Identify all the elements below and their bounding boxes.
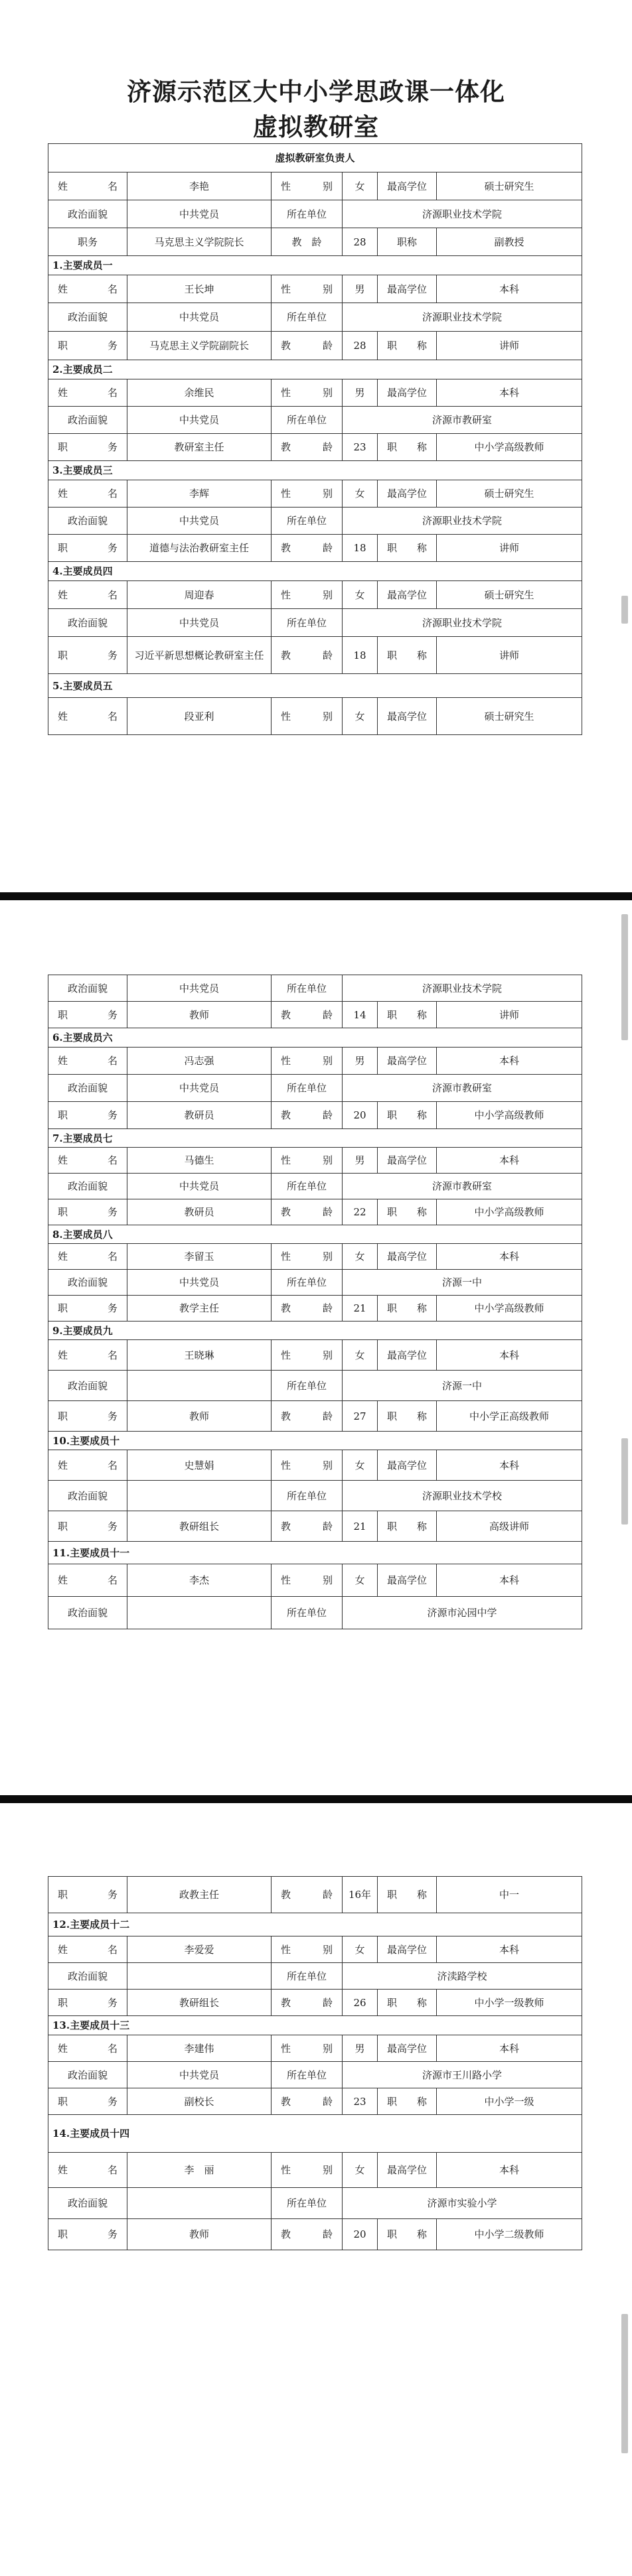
member-gender: 女: [343, 1340, 378, 1371]
leader-position: 马克思主义学院院长: [127, 228, 272, 256]
title-label: 职 称: [378, 1199, 437, 1225]
member-teach-years: 20: [343, 2219, 378, 2250]
title-label: 职 称: [378, 1877, 437, 1913]
member-title: 讲师: [437, 637, 582, 674]
degree-label: 最高学位: [378, 1936, 437, 1963]
degree-label: 最高学位: [378, 2035, 437, 2062]
member-degree: 本科: [437, 1450, 582, 1481]
name-label: 姓 名: [48, 1244, 127, 1270]
teach-years-label: 教 龄: [272, 1511, 343, 1542]
degree-label: 最高学位: [378, 2153, 437, 2188]
degree-label: 最高学位: [378, 379, 437, 407]
name-label: 姓 名: [48, 172, 127, 200]
position-label: 职 务: [48, 535, 127, 562]
page-separator: [0, 1795, 632, 1803]
name-label: 姓 名: [48, 1936, 127, 1963]
section-heading: 2.主要成员二: [48, 360, 582, 379]
member-name: 李留玉: [127, 1244, 272, 1270]
title-label: 职 称: [378, 1296, 437, 1322]
gender-label: 性 别: [272, 1244, 343, 1270]
title-label: 职 称: [378, 1002, 437, 1028]
position-label: 职 务: [48, 332, 127, 360]
member-name: 李爱爱: [127, 1936, 272, 1963]
unit-label: 所在单位: [272, 1597, 343, 1629]
political-label: 政治面貌: [48, 2188, 127, 2219]
name-label: 姓 名: [48, 698, 127, 735]
political-label: 政治面貌: [48, 1371, 127, 1401]
member-political: 中共党员: [127, 508, 272, 535]
degree-label: 最高学位: [378, 480, 437, 508]
member-name: 马德生: [127, 1148, 272, 1174]
member-unit: 济源市教研室: [343, 407, 582, 434]
leader-teach-years: 28: [343, 228, 378, 256]
title-label: 职 称: [378, 434, 437, 461]
member-gender: 女: [343, 1244, 378, 1270]
member-unit: 济源职业技术学院: [343, 303, 582, 332]
member-gender: 女: [343, 480, 378, 508]
political-label: 政治面貌: [48, 1075, 127, 1102]
member-political: 中共党员: [127, 2062, 272, 2088]
member-title: 中小学高级教师: [437, 1102, 582, 1129]
member-name: 王晓琳: [127, 1340, 272, 1371]
political-label: 政治面貌: [48, 975, 127, 1002]
title-label: 职 称: [378, 637, 437, 674]
teach-years-label: 教 龄: [272, 1102, 343, 1129]
leader-gender: 女: [343, 172, 378, 200]
member-gender: 男: [343, 275, 378, 303]
name-label: 姓 名: [48, 1340, 127, 1371]
member-unit: 济源市教研室: [343, 1174, 582, 1199]
member-gender: 女: [343, 1936, 378, 1963]
section-heading: 14.主要成员十四: [48, 2115, 582, 2153]
unit-label: 所在单位: [272, 2188, 343, 2219]
member-teach-years: 23: [343, 2088, 378, 2115]
position-label: 职 务: [48, 1401, 127, 1432]
member-position: 副校长: [127, 2088, 272, 2115]
roster-table-page-1: [48, 143, 582, 735]
leader-political: 中共党员: [127, 200, 272, 228]
member-degree: 本科: [437, 2035, 582, 2062]
teach-years-label: 教 龄: [272, 1002, 343, 1028]
political-label: 政治面貌: [48, 407, 127, 434]
gender-label: 性 别: [272, 2153, 343, 2188]
member-teach-years: 16年: [343, 1877, 378, 1913]
member-teach-years: 21: [343, 1511, 378, 1542]
name-label: 姓 名: [48, 2035, 127, 2062]
member-political: [127, 1963, 272, 1990]
member-position: 习近平新思想概论教研室主任: [127, 637, 272, 674]
member-unit: 济源职业技术学校: [343, 1481, 582, 1511]
member-degree: 硕士研究生: [437, 698, 582, 735]
member-title: 讲师: [437, 332, 582, 360]
leader-degree: 硕士研究生: [437, 172, 582, 200]
member-gender: 女: [343, 698, 378, 735]
position-label: 职 务: [48, 1199, 127, 1225]
member-unit: 济源市实验小学: [343, 2188, 582, 2219]
unit-label: 所在单位: [272, 200, 343, 228]
member-political: 中共党员: [127, 303, 272, 332]
member-unit: 济源市教研室: [343, 1075, 582, 1102]
title-label: 职 称: [378, 332, 437, 360]
member-unit: 济源职业技术学院: [343, 975, 582, 1002]
member-teach-years: 20: [343, 1102, 378, 1129]
title-label: 职 称: [378, 2219, 437, 2250]
name-label: 姓 名: [48, 1148, 127, 1174]
member-gender: 男: [343, 2035, 378, 2062]
title-label: 职 称: [378, 1102, 437, 1129]
degree-label: 最高学位: [378, 1244, 437, 1270]
member-political: [127, 1597, 272, 1629]
political-label: 政治面貌: [48, 303, 127, 332]
section-heading: 13.主要成员十三: [48, 2016, 582, 2035]
teach-years-label: 教 龄: [272, 1199, 343, 1225]
member-gender: 男: [343, 1048, 378, 1075]
unit-label: 所在单位: [272, 1371, 343, 1401]
section-heading: 10.主要成员十: [48, 1432, 582, 1450]
member-gender: 女: [343, 1450, 378, 1481]
member-name: 周迎春: [127, 581, 272, 609]
member-position: 教研室主任: [127, 434, 272, 461]
section-heading: 9.主要成员九: [48, 1322, 582, 1340]
gender-label: 性 别: [272, 1564, 343, 1597]
member-name: 冯志强: [127, 1048, 272, 1075]
leader-unit: 济源职业技术学院: [343, 200, 582, 228]
unit-label: 所在单位: [272, 508, 343, 535]
position-label: 职 务: [48, 1877, 127, 1913]
member-political: 中共党员: [127, 1174, 272, 1199]
position-label: 职 务: [48, 1002, 127, 1028]
section-heading: 1.主要成员一: [48, 256, 582, 275]
position-label: 职 务: [48, 434, 127, 461]
political-label: 政治面貌: [48, 1270, 127, 1296]
position-label: 职 务: [48, 1296, 127, 1322]
member-position: 道德与法治教研室主任: [127, 535, 272, 562]
position-label: 职 务: [48, 2088, 127, 2115]
member-name: 王长坤: [127, 275, 272, 303]
name-label: 姓 名: [48, 2153, 127, 2188]
political-label: 政治面貌: [48, 200, 127, 228]
member-degree: 本科: [437, 1244, 582, 1270]
member-gender: 女: [343, 581, 378, 609]
member-degree: 硕士研究生: [437, 581, 582, 609]
leader-name: 李艳: [127, 172, 272, 200]
political-label: 政治面貌: [48, 1481, 127, 1511]
member-unit: 济渎路学校: [343, 1963, 582, 1990]
gender-label: 性 别: [272, 379, 343, 407]
leader-heading: 虚拟教研室负责人: [48, 144, 582, 172]
position-label: 职 务: [48, 637, 127, 674]
section-heading: 7.主要成员七: [48, 1129, 582, 1148]
unit-label: 所在单位: [272, 1963, 343, 1990]
position-label: 职务: [48, 228, 127, 256]
gender-label: 性 别: [272, 1148, 343, 1174]
member-title: 中小学一级教师: [437, 1990, 582, 2016]
leader-title: 副教授: [437, 228, 582, 256]
document-title-line-2: 虚拟教研室: [253, 112, 379, 141]
member-degree: 本科: [437, 379, 582, 407]
gender-label: 性 别: [272, 698, 343, 735]
member-position: 教研组长: [127, 1511, 272, 1542]
title-label: 职 称: [378, 535, 437, 562]
position-label: 职 务: [48, 2219, 127, 2250]
member-unit: 济源市王川路小学: [343, 2062, 582, 2088]
political-label: 政治面貌: [48, 609, 127, 637]
member-name: 李 丽: [127, 2153, 272, 2188]
member-teach-years: 14: [343, 1002, 378, 1028]
unit-label: 所在单位: [272, 303, 343, 332]
roster-table-page-2: [48, 975, 582, 1629]
teach-years-label: 教 龄: [272, 434, 343, 461]
name-label: 姓 名: [48, 379, 127, 407]
member-political: 中共党员: [127, 1270, 272, 1296]
title-label: 职称: [378, 228, 437, 256]
degree-label: 最高学位: [378, 1048, 437, 1075]
political-label: 政治面貌: [48, 1597, 127, 1629]
member-political: [127, 2188, 272, 2219]
name-label: 姓 名: [48, 1450, 127, 1481]
document-page-2: [0, 900, 632, 1795]
member-teach-years: 26: [343, 1990, 378, 2016]
member-teach-years: 27: [343, 1401, 378, 1432]
unit-label: 所在单位: [272, 609, 343, 637]
member-teach-years: 21: [343, 1296, 378, 1322]
gender-label: 性 别: [272, 480, 343, 508]
member-unit: 济源职业技术学院: [343, 508, 582, 535]
political-label: 政治面貌: [48, 508, 127, 535]
unit-label: 所在单位: [272, 975, 343, 1002]
position-label: 职 务: [48, 1102, 127, 1129]
member-teach-years: 18: [343, 535, 378, 562]
member-title: 中小学一级: [437, 2088, 582, 2115]
political-label: 政治面貌: [48, 2062, 127, 2088]
member-political: 中共党员: [127, 609, 272, 637]
member-name: 余维民: [127, 379, 272, 407]
position-label: 职 务: [48, 1511, 127, 1542]
degree-label: 最高学位: [378, 275, 437, 303]
member-degree: 本科: [437, 1936, 582, 1963]
member-name: 李杰: [127, 1564, 272, 1597]
scrollbar-thumb[interactable]: [621, 2314, 628, 2453]
section-heading: 12.主要成员十二: [48, 1913, 582, 1936]
degree-label: 最高学位: [378, 1450, 437, 1481]
teach-years-label: 教 龄: [272, 1877, 343, 1913]
gender-label: 性 别: [272, 172, 343, 200]
member-teach-years: 18: [343, 637, 378, 674]
title-label: 职 称: [378, 1990, 437, 2016]
unit-label: 所在单位: [272, 1075, 343, 1102]
name-label: 姓 名: [48, 581, 127, 609]
page-separator: [0, 892, 632, 900]
member-title: 讲师: [437, 535, 582, 562]
section-heading: 3.主要成员三: [48, 461, 582, 480]
unit-label: 所在单位: [272, 1481, 343, 1511]
unit-label: 所在单位: [272, 1174, 343, 1199]
degree-label: 最高学位: [378, 698, 437, 735]
gender-label: 性 别: [272, 2035, 343, 2062]
member-gender: 女: [343, 2153, 378, 2188]
member-gender: 女: [343, 1564, 378, 1597]
document-page-1: [0, 0, 632, 892]
section-heading: 11.主要成员十一: [48, 1542, 582, 1564]
member-position: 教学主任: [127, 1296, 272, 1322]
scrollbar-thumb[interactable]: [621, 914, 628, 1040]
name-label: 姓 名: [48, 480, 127, 508]
member-position: 教师: [127, 1002, 272, 1028]
member-unit: 济源职业技术学院: [343, 609, 582, 637]
member-political: [127, 1371, 272, 1401]
member-political: 中共党员: [127, 1075, 272, 1102]
unit-label: 所在单位: [272, 407, 343, 434]
member-teach-years: 28: [343, 332, 378, 360]
degree-label: 最高学位: [378, 581, 437, 609]
gender-label: 性 别: [272, 581, 343, 609]
member-unit: 济源一中: [343, 1371, 582, 1401]
member-unit: 济源市沁园中学: [343, 1597, 582, 1629]
member-title: 中一: [437, 1877, 582, 1913]
member-position: 教师: [127, 1401, 272, 1432]
scrollbar-thumb[interactable]: [621, 596, 628, 624]
title-label: 职 称: [378, 1401, 437, 1432]
member-degree: 本科: [437, 275, 582, 303]
member-position: 马克思主义学院副院长: [127, 332, 272, 360]
scrollbar-thumb[interactable]: [621, 1438, 628, 1525]
political-label: 政治面貌: [48, 1963, 127, 1990]
member-title: 高级讲师: [437, 1511, 582, 1542]
member-title: 中小学高级教师: [437, 434, 582, 461]
gender-label: 性 别: [272, 1936, 343, 1963]
member-position: 教研员: [127, 1199, 272, 1225]
member-gender: 男: [343, 1148, 378, 1174]
member-title: 中小学高级教师: [437, 1199, 582, 1225]
gender-label: 性 别: [272, 1340, 343, 1371]
section-heading: 8.主要成员八: [48, 1225, 582, 1244]
name-label: 姓 名: [48, 275, 127, 303]
degree-label: 最高学位: [378, 1148, 437, 1174]
member-position: 教师: [127, 2219, 272, 2250]
member-title: 中小学二级教师: [437, 2219, 582, 2250]
member-degree: 本科: [437, 1048, 582, 1075]
section-heading: 4.主要成员四: [48, 562, 582, 581]
member-teach-years: 23: [343, 434, 378, 461]
member-degree: 本科: [437, 2153, 582, 2188]
member-political: [127, 1481, 272, 1511]
member-title: 中小学正高级教师: [437, 1401, 582, 1432]
member-name: 史慧娟: [127, 1450, 272, 1481]
teach-years-label: 教 龄: [272, 637, 343, 674]
member-position: 教研员: [127, 1102, 272, 1129]
degree-label: 最高学位: [378, 1340, 437, 1371]
unit-label: 所在单位: [272, 2062, 343, 2088]
member-degree: 本科: [437, 1564, 582, 1597]
member-name: 段亚利: [127, 698, 272, 735]
teach-years-label: 教 龄: [272, 535, 343, 562]
document-page-3: [0, 1803, 632, 2576]
teach-years-label: 教 龄: [272, 228, 343, 256]
teach-years-label: 教 龄: [272, 2219, 343, 2250]
gender-label: 性 别: [272, 1048, 343, 1075]
member-degree: 硕士研究生: [437, 480, 582, 508]
member-unit: 济源一中: [343, 1270, 582, 1296]
member-name: 李建伟: [127, 2035, 272, 2062]
title-label: 职 称: [378, 2088, 437, 2115]
member-gender: 男: [343, 379, 378, 407]
member-title: 中小学高级教师: [437, 1296, 582, 1322]
teach-years-label: 教 龄: [272, 332, 343, 360]
section-heading: 6.主要成员六: [48, 1028, 582, 1048]
teach-years-label: 教 龄: [272, 1990, 343, 2016]
position-label: 职 务: [48, 1990, 127, 2016]
member-name: 李辉: [127, 480, 272, 508]
member-title: 讲师: [437, 1002, 582, 1028]
title-label: 职 称: [378, 1511, 437, 1542]
gender-label: 性 别: [272, 275, 343, 303]
name-label: 姓 名: [48, 1048, 127, 1075]
degree-label: 最高学位: [378, 1564, 437, 1597]
member-position: 教研组长: [127, 1990, 272, 2016]
teach-years-label: 教 龄: [272, 1401, 343, 1432]
unit-label: 所在单位: [272, 1270, 343, 1296]
roster-table-page-3: [48, 1876, 582, 2250]
member-position: 政教主任: [127, 1877, 272, 1913]
document-title-line-1: 济源示范区大中小学思政课一体化: [127, 77, 505, 106]
political-label: 政治面貌: [48, 1174, 127, 1199]
degree-label: 最高学位: [378, 172, 437, 200]
member-political: 中共党员: [127, 407, 272, 434]
section-heading: 5.主要成员五: [48, 674, 582, 698]
member-teach-years: 22: [343, 1199, 378, 1225]
teach-years-label: 教 龄: [272, 1296, 343, 1322]
member-degree: 本科: [437, 1148, 582, 1174]
gender-label: 性 别: [272, 1450, 343, 1481]
name-label: 姓 名: [48, 1564, 127, 1597]
member-degree: 本科: [437, 1340, 582, 1371]
member-political: 中共党员: [127, 975, 272, 1002]
teach-years-label: 教 龄: [272, 2088, 343, 2115]
